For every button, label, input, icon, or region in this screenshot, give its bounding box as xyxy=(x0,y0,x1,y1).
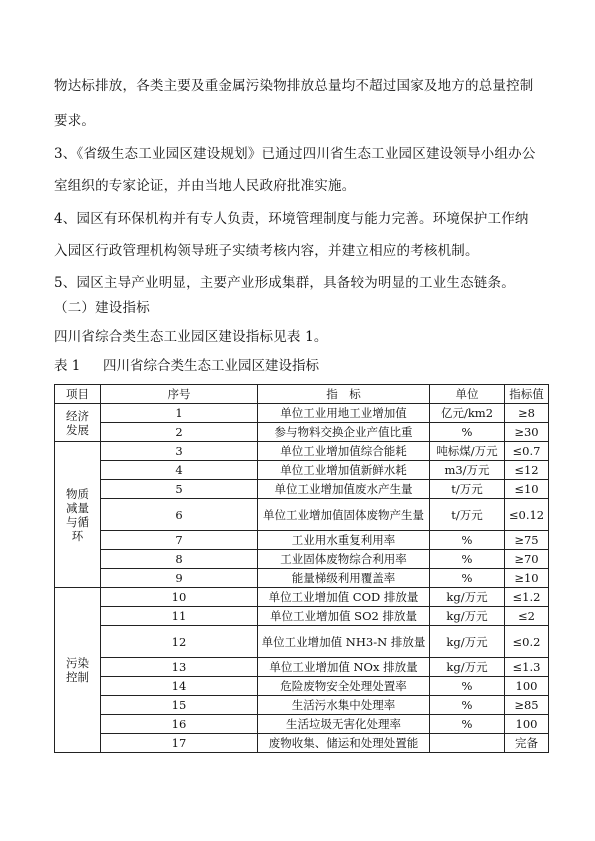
target-value-cell: ≥75 xyxy=(505,531,549,550)
target-value-cell: ≥70 xyxy=(505,550,549,569)
target-value-cell: ≤2 xyxy=(505,607,549,626)
table-row xyxy=(55,531,549,550)
row-number-cell: 15 xyxy=(101,696,258,715)
target-value-cell: 100 xyxy=(505,677,549,696)
table-caption-title: 四川省综合类生态工业园区建设指标 xyxy=(102,358,319,374)
indicator-cell: 单位工业增加值综合能耗 xyxy=(258,442,430,461)
target-value-cell: ≥30 xyxy=(505,423,549,442)
table-row xyxy=(55,442,549,461)
category-cell: 物质 减量 与循 环 xyxy=(55,442,101,588)
indicator-cell: 单位工业增加值 COD 排放量 xyxy=(258,588,430,607)
unit-cell: % xyxy=(430,423,505,442)
indicator-cell: 能量梯级利用覆盖率 xyxy=(258,569,430,588)
table-row xyxy=(55,569,549,588)
target-value-cell: ≥10 xyxy=(505,569,549,588)
body-paragraph-line: 室组织的专家论证，并由当地人民政府批准实施。 xyxy=(54,178,356,194)
target-value-cell: ≤1.2 xyxy=(505,588,549,607)
target-value-cell: ≤10 xyxy=(505,480,549,499)
indicator-cell: 参与物料交换企业产值比重 xyxy=(258,423,430,442)
table-row xyxy=(55,404,549,423)
row-number-cell: 12 xyxy=(101,626,258,658)
unit-cell: t/万元 xyxy=(430,499,505,531)
target-value-cell: 完备 xyxy=(505,734,549,753)
table-body xyxy=(55,404,549,753)
section-heading: （二）建设指标 xyxy=(54,300,150,316)
table-caption-label: 表 1 xyxy=(54,358,81,374)
indicator-cell: 危险废物安全处理处置率 xyxy=(258,677,430,696)
target-value-cell: ≥8 xyxy=(505,404,549,423)
table-row xyxy=(55,715,549,734)
target-value-cell: ≤12 xyxy=(505,461,549,480)
target-value-cell: ≤0.2 xyxy=(505,626,549,658)
row-number-cell: 16 xyxy=(101,715,258,734)
indicator-cell: 单位工业用地工业增加值 xyxy=(258,404,430,423)
indicator-cell: 废物收集、储运和处理处置能 xyxy=(258,734,430,753)
header-cell: 项目 xyxy=(55,385,101,404)
body-paragraph-line: 5、园区主导产业明显，主要产业形成集群，具备较为明显的工业生态链条。 xyxy=(54,275,515,291)
table-row xyxy=(55,480,549,499)
header-cell: 序号 xyxy=(101,385,258,404)
body-paragraph-line: 要求。 xyxy=(54,113,96,129)
indicator-cell: 单位工业增加值 SO2 排放量 xyxy=(258,607,430,626)
indicator-cell: 生活污水集中处理率 xyxy=(258,696,430,715)
row-number-cell: 6 xyxy=(101,499,258,531)
indicator-cell: 单位工业增加值新鲜水耗 xyxy=(258,461,430,480)
unit-cell: m3/万元 xyxy=(430,461,505,480)
body-paragraph-line: 4、园区有环保机构并有专人负责，环境管理制度与能力完善。环境保护工作纳 xyxy=(54,211,529,227)
target-value-cell: ≥85 xyxy=(505,696,549,715)
table-row xyxy=(55,588,549,607)
unit-cell: % xyxy=(430,569,505,588)
table-header-row xyxy=(55,385,549,404)
row-number-cell: 3 xyxy=(101,442,258,461)
indicator-cell: 单位工业增加值 NOx 排放量 xyxy=(258,658,430,677)
target-value-cell: ≤0.12 xyxy=(505,499,549,531)
body-paragraph-line: 物达标排放，各类主要及重金属污染物排放总量均不超过国家及地方的总量控制 xyxy=(54,78,534,94)
row-number-cell: 11 xyxy=(101,607,258,626)
unit-cell: 亿元/km2 xyxy=(430,404,505,423)
table-caption xyxy=(54,358,319,375)
indicator-cell: 单位工业增加值废水产生量 xyxy=(258,480,430,499)
table-row xyxy=(55,626,549,658)
unit-cell: kg/万元 xyxy=(430,588,505,607)
unit-cell: kg/万元 xyxy=(430,626,505,658)
unit-cell: kg/万元 xyxy=(430,658,505,677)
category-cell: 经济 发展 xyxy=(55,404,101,442)
row-number-cell: 10 xyxy=(101,588,258,607)
unit-cell: 吨标煤/万元 xyxy=(430,442,505,461)
indicator-table xyxy=(54,384,549,753)
indicator-cell: 工业固体废物综合利用率 xyxy=(258,550,430,569)
indicator-cell: 工业用水重复利用率 xyxy=(258,531,430,550)
indicator-cell: 单位工业增加值固体废物产生量 xyxy=(258,499,430,531)
row-number-cell: 2 xyxy=(101,423,258,442)
target-value-cell: ≤1.3 xyxy=(505,658,549,677)
body-paragraph-line: 3、《省级生态工业园区建设规划》已通过四川省生态工业园区建设领导小组办公 xyxy=(54,146,536,162)
body-paragraph-line: 入园区行政管理机构领导班子实绩考核内容，并建立相应的考核机制。 xyxy=(54,243,479,259)
row-number-cell: 14 xyxy=(101,677,258,696)
row-number-cell: 13 xyxy=(101,658,258,677)
unit-cell xyxy=(430,734,505,753)
category-cell: 污染 控制 xyxy=(55,588,101,753)
table-row xyxy=(55,677,549,696)
target-value-cell: 100 xyxy=(505,715,549,734)
unit-cell: kg/万元 xyxy=(430,607,505,626)
row-number-cell: 7 xyxy=(101,531,258,550)
unit-cell: % xyxy=(430,531,505,550)
table-row xyxy=(55,550,549,569)
table-row xyxy=(55,499,549,531)
table-row xyxy=(55,734,549,753)
table-row xyxy=(55,423,549,442)
row-number-cell: 1 xyxy=(101,404,258,423)
row-number-cell: 4 xyxy=(101,461,258,480)
indicator-cell: 单位工业增加值 NH3-N 排放量 xyxy=(258,626,430,658)
body-paragraph-line: 四川省综合类生态工业园区建设指标见表 1。 xyxy=(54,329,328,345)
table-row xyxy=(55,461,549,480)
unit-cell: % xyxy=(430,677,505,696)
unit-cell: t/万元 xyxy=(430,480,505,499)
table-row xyxy=(55,658,549,677)
target-value-cell: ≤0.7 xyxy=(505,442,549,461)
unit-cell: % xyxy=(430,715,505,734)
unit-cell: % xyxy=(430,696,505,715)
row-number-cell: 9 xyxy=(101,569,258,588)
row-number-cell: 8 xyxy=(101,550,258,569)
indicator-cell: 生活垃圾无害化处理率 xyxy=(258,715,430,734)
header-cell: 指标值 xyxy=(505,385,549,404)
row-number-cell: 5 xyxy=(101,480,258,499)
table-row xyxy=(55,607,549,626)
table-row xyxy=(55,696,549,715)
header-cell: 单位 xyxy=(430,385,505,404)
row-number-cell: 17 xyxy=(101,734,258,753)
header-cell: 指 标 xyxy=(258,385,430,404)
unit-cell: % xyxy=(430,550,505,569)
